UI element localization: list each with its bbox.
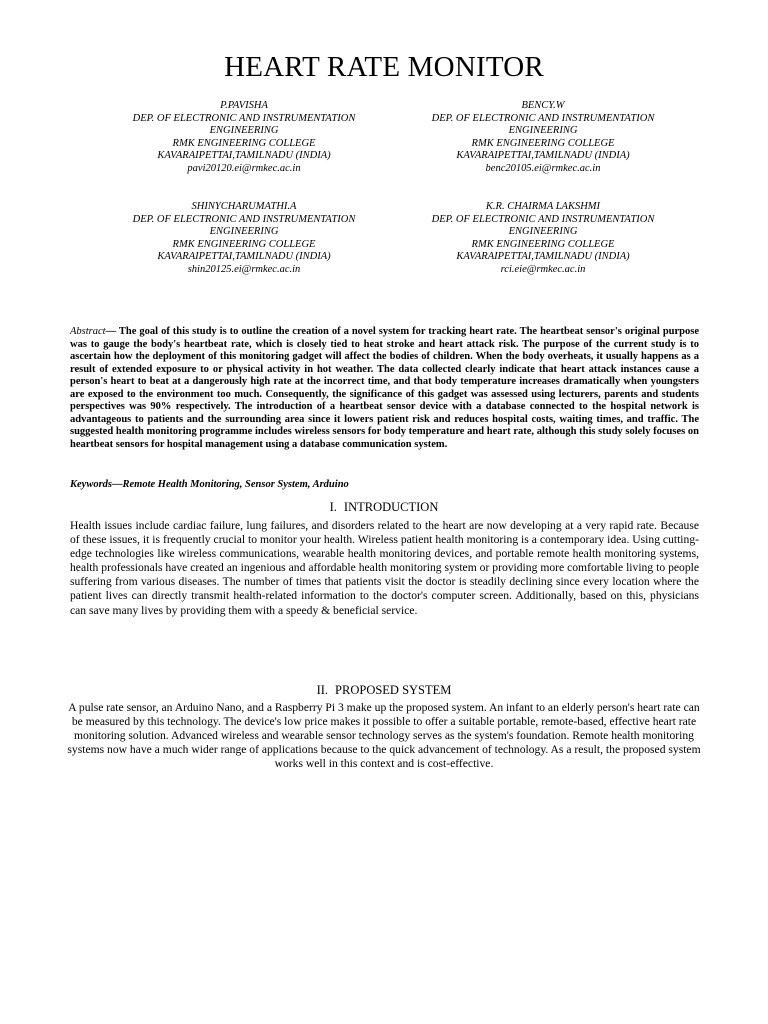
author-name: SHINYCHARUMATHI.A xyxy=(191,201,297,212)
author-department: DEP. OF ELECTRONIC AND INSTRUMENTATION xyxy=(431,213,655,225)
author-email: rci.eie@rmkec.ac.in xyxy=(500,263,586,275)
section-title: PROPOSED SYSTEM xyxy=(335,683,452,697)
abstract-dash: — xyxy=(105,326,119,337)
author-email: pavi20120.ei@rmkec.ac.in xyxy=(187,162,301,174)
author-department: DEP. OF ELECTRONIC AND INSTRUMENTATION xyxy=(132,112,356,124)
section-heading-proposed-system xyxy=(0,683,768,698)
author-college: RMK ENGINEERING COLLEGE xyxy=(471,238,615,250)
author-email: shin20125.ei@rmkec.ac.in xyxy=(187,263,301,275)
author-block-2 xyxy=(393,100,693,176)
author-college: RMK ENGINEERING COLLEGE xyxy=(471,137,615,149)
abstract-text: The goal of this study is to outline the creation of a novel system for tracking heart rate. The heartbeat sensor's original purpose was to gauge the body's heartbeat rate, which is closely tied to heat stroke and heart attack risk. The purpose of the current study is to ascertain how the deployment of this monitoring gadget will affect the bodies of children. When the body overheats, it usually happens as a result of extended exposure to or physical activity in hot weather. The data collected clearly indicate that heart attack instances cause a person's heart to beat at a dangerously high rate at the incorrect time, and that body temperature increases dramatically when youngsters are exposed to the environment too much. Consequently, the significance of this gadget was assessed using lecturers, parents and students perspectives was 90% respectively. The introduction of a heartbeat sensor device with a database connected to the hospital network is advantageous to patients and the surrounding area since it lowers patient risk and reduces hospital costs, waiting times, and traffic. The suggested health monitoring programme includes wireless sensors for body temperature and heart rate, although this study solely focuses on heartbeat sensors for hospital management using a database communication system. xyxy=(70,326,699,450)
author-block-4 xyxy=(393,201,693,277)
author-location: KAVARAIPETTAI,TAMILNADU (INDIA) xyxy=(456,150,630,162)
introduction-paragraph: Health issues include cardiac failure, lung failures, and disorders related to the heart are now developing at a very rapid rate. Because of these issues, it is frequently crucial to monitor your health. Wireless patient health monitoring is a contemporary idea. Using cutting-edge technologies like wireless communications, wearable health monitoring devices, and portable remote health monitoring systems, health professionals have created an ingenious and affordable health monitoring system or providing more comfortable living to people suffering from various diseases. The number of times that patients visit the doctor is steadily declining since every location where the patient lives can directly transmit health-related information to the doctor's computer screen. Additionally, based on this, physicians can save many lives by providing them with a speedy & beneficial service. xyxy=(70,519,699,617)
author-location: KAVARAIPETTAI,TAMILNADU (INDIA) xyxy=(157,251,331,263)
section-heading-introduction xyxy=(0,500,768,515)
author-department-cont: ENGINEERING xyxy=(508,226,578,238)
section-title: INTRODUCTION xyxy=(343,500,439,514)
author-name: BENCY.W xyxy=(521,100,565,111)
section-number: I. xyxy=(329,500,337,514)
author-department: DEP. OF ELECTRONIC AND INSTRUMENTATION xyxy=(431,112,655,124)
author-location: KAVARAIPETTAI,TAMILNADU (INDIA) xyxy=(157,150,331,162)
author-name: K.R. CHAIRMA LAKSHMI xyxy=(485,201,601,212)
author-department: DEP. OF ELECTRONIC AND INSTRUMENTATION xyxy=(132,213,356,225)
author-college: RMK ENGINEERING COLLEGE xyxy=(172,137,316,149)
author-college: RMK ENGINEERING COLLEGE xyxy=(172,238,316,250)
author-email: benc20105.ei@rmkec.ac.in xyxy=(485,162,601,174)
keywords: Keywords—Remote Health Monitoring, Sensor System, Arduino xyxy=(70,479,349,490)
author-department-cont: ENGINEERING xyxy=(508,125,578,137)
paper-title: HEART RATE MONITOR xyxy=(224,51,544,83)
author-department-cont: ENGINEERING xyxy=(209,125,279,137)
section-number: II. xyxy=(316,683,329,697)
author-block-3 xyxy=(94,201,394,277)
proposed-system-paragraph: A pulse rate sensor, an Arduino Nano, and a Raspberry Pi 3 make up the proposed system. An infant to an elderly person's heart rate can be measured by this technology. The device's low price makes it possible to offer a suitable portable, remote-based, effective heart rate monitoring solution. Advanced wireless and wearable sensor technology serves as the system's foundation. Remote health monitoring systems now have a much wider range of applications because to the quick advancement of technology. As a result, the proposed system works well in this context and is cost-effective. xyxy=(67,701,701,771)
abstract xyxy=(70,326,699,451)
author-name: P.PAVISHA xyxy=(220,100,268,111)
abstract-lead: Abstract xyxy=(70,326,106,337)
author-department-cont: ENGINEERING xyxy=(209,226,279,238)
author-block-1 xyxy=(94,100,394,176)
author-location: KAVARAIPETTAI,TAMILNADU (INDIA) xyxy=(456,251,630,263)
